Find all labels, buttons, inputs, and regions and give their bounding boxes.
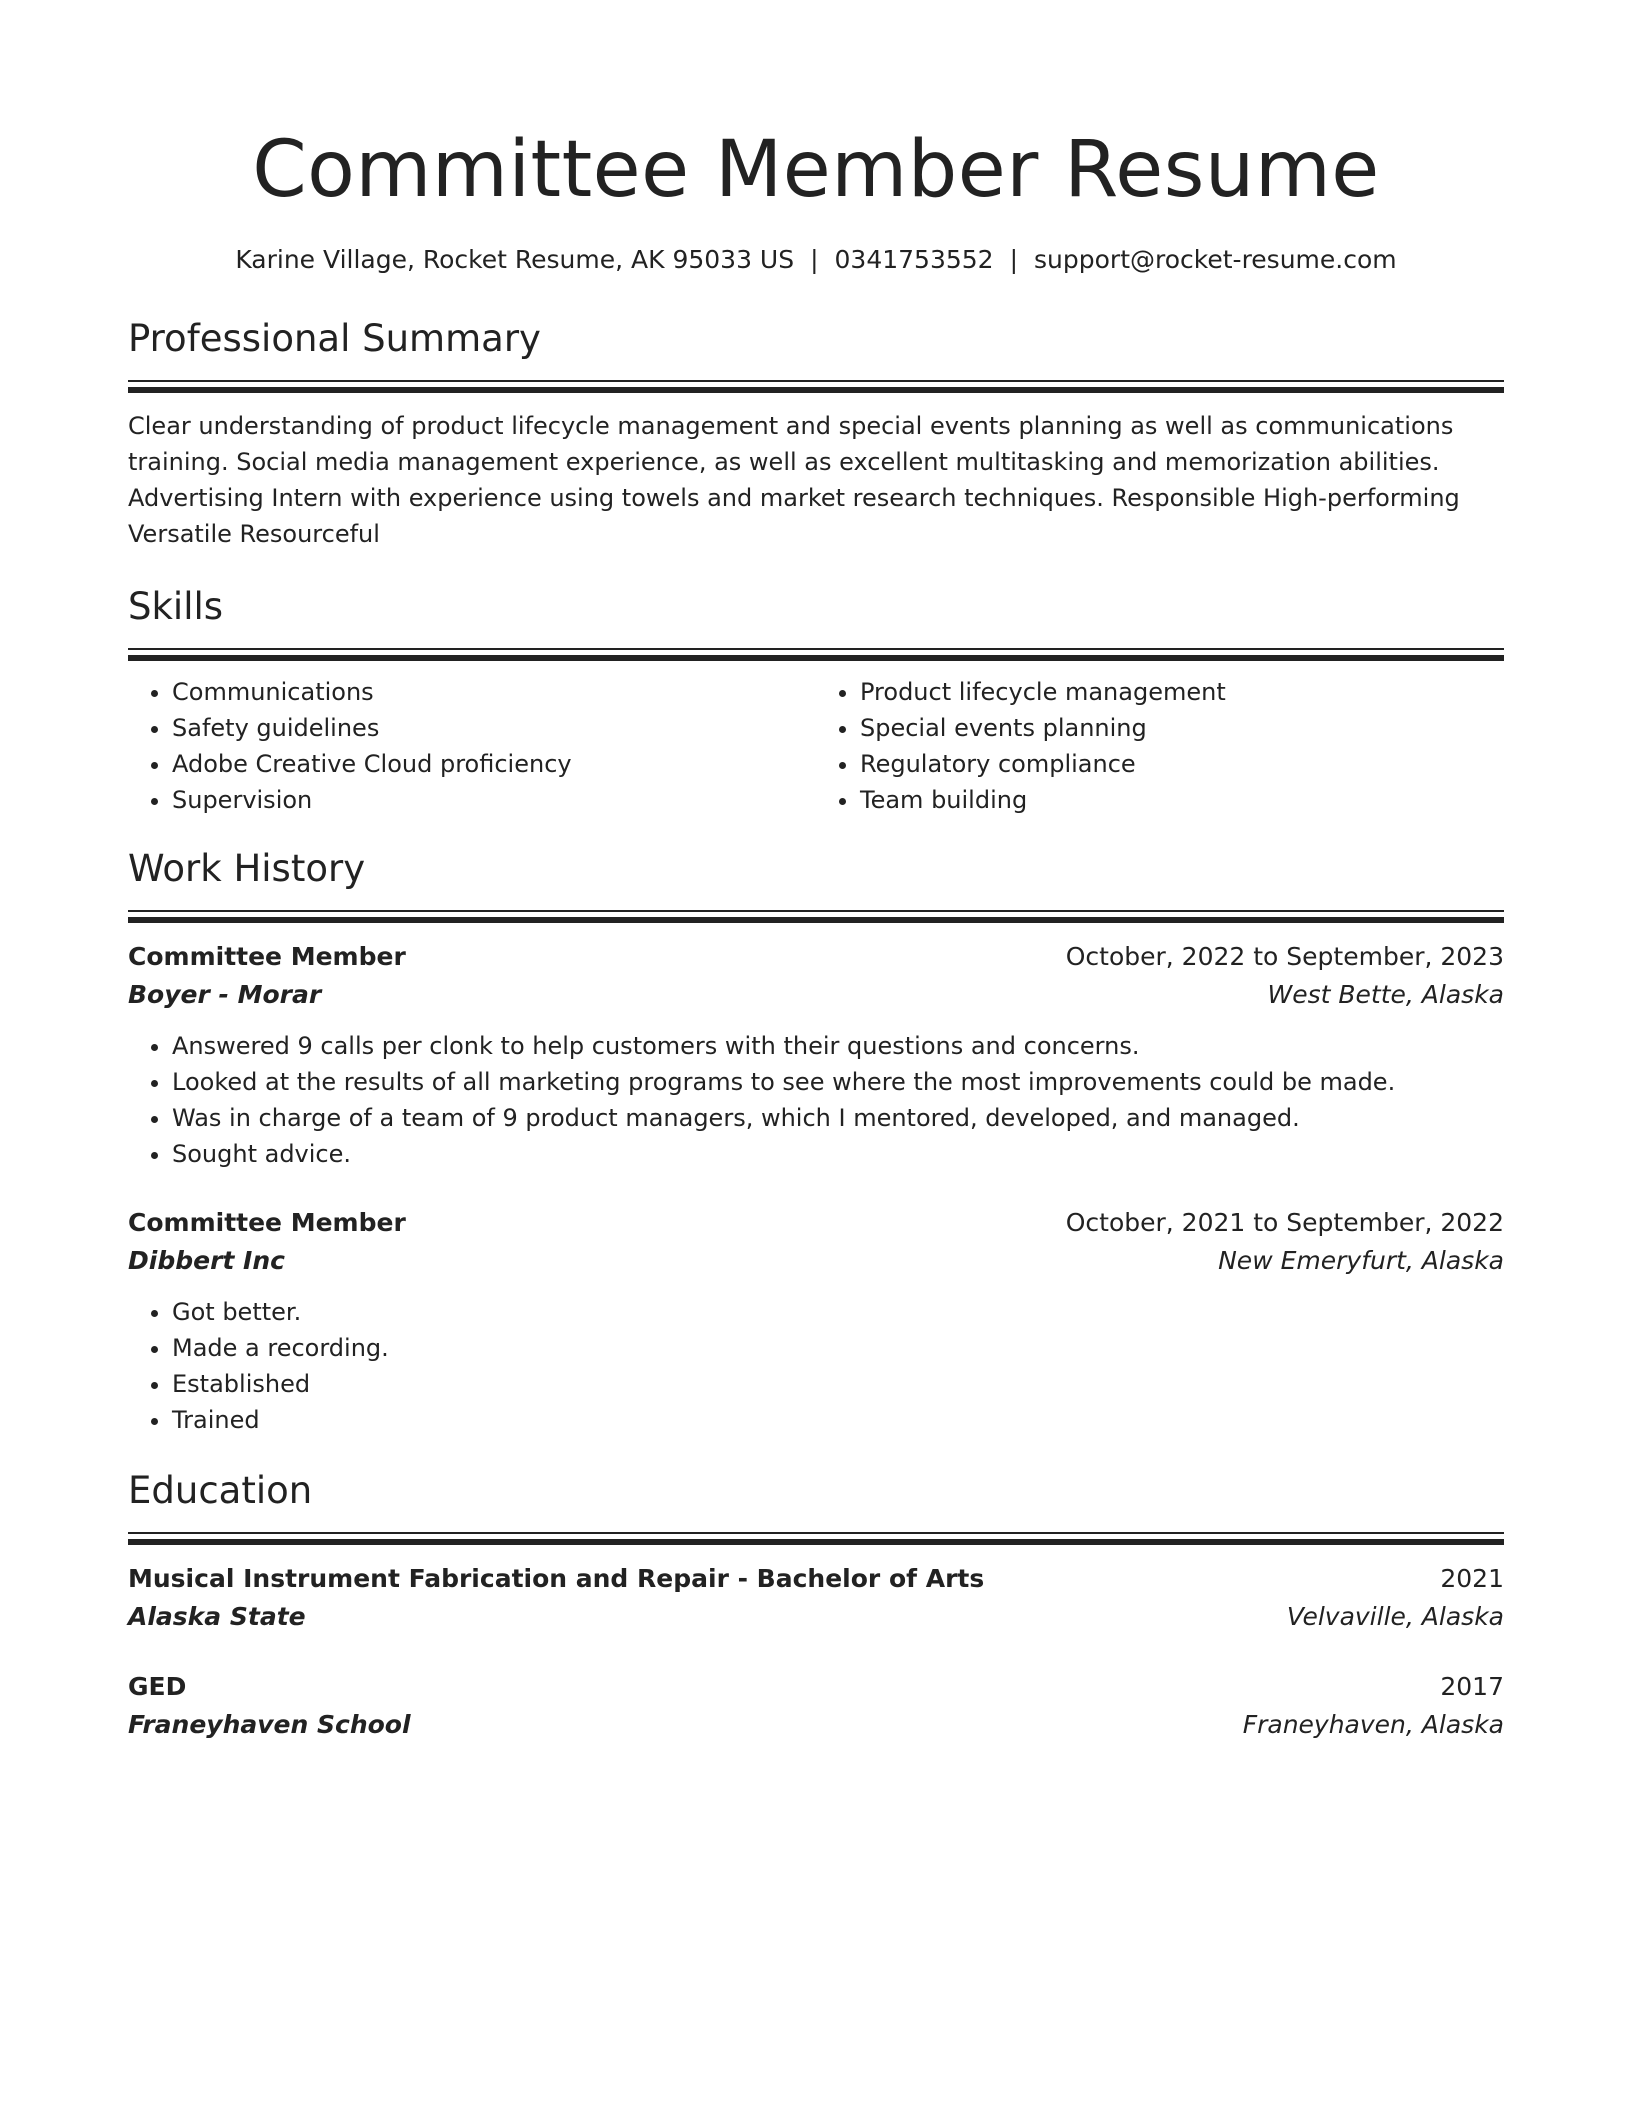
job-location: West Bette, Alaska — [1267, 980, 1504, 1009]
education-header-row — [128, 1668, 1504, 1706]
job-bullet: • Trained — [172, 1402, 1504, 1438]
job-bullet: • Looked at the results of all marketing programs to see where the most improvements could be made. — [172, 1064, 1504, 1100]
contact-address: Karine Village, Rocket Resume, AK 95033 US — [235, 245, 795, 274]
contact-line — [128, 242, 1504, 278]
section-divider — [128, 380, 1504, 394]
job-company-row — [128, 976, 1504, 1014]
section-title-work: Work History — [128, 847, 366, 890]
skill-item: • Communications — [172, 674, 816, 710]
education-school-row — [128, 1598, 1504, 1636]
job-bullet: • Got better. — [172, 1294, 1504, 1330]
education-degree: GED — [128, 1672, 187, 1701]
job-company: Boyer - Morar — [128, 980, 322, 1009]
job-company-row — [128, 1242, 1504, 1280]
skill-item: • Product lifecycle management — [860, 674, 1504, 710]
skills-column-left — [128, 674, 816, 818]
skill-item: • Regulatory compliance — [860, 746, 1504, 782]
job-bullet: • Answered 9 calls per clonk to help customers with their questions and concerns. — [172, 1028, 1504, 1064]
education-year: 2021 — [1440, 1564, 1504, 1593]
contact-separator: | — [1009, 245, 1019, 274]
section-divider — [128, 910, 1504, 924]
education-location: Velvaville, Alaska — [1286, 1602, 1504, 1631]
contact-phone: 0341753552 — [834, 245, 994, 274]
skill-item: • Safety guidelines — [172, 710, 816, 746]
job-bullets — [128, 1028, 1504, 1172]
education-degree: Musical Instrument Fabrication and Repair - Bachelor of Arts — [128, 1564, 985, 1593]
job-header-row — [128, 938, 1504, 976]
skill-item: • Team building — [860, 782, 1504, 818]
summary-text: Clear understanding of product lifecycle management and special events planning as well as communications training. Social media management experience, as well as excellent multitasking and memorization abilities. Advertising Intern with experience using towels and market research techniques. Responsible High-performing Versatile Resourceful — [128, 412, 1460, 548]
job-title: Committee Member — [128, 1208, 406, 1237]
job-title: Committee Member — [128, 942, 406, 971]
job-bullets — [128, 1294, 1504, 1438]
skills-column-right — [816, 674, 1504, 818]
skills-list — [128, 674, 1504, 818]
job-bullet: • Made a recording. — [172, 1330, 1504, 1366]
section-title-skills: Skills — [128, 585, 224, 628]
job-entry — [128, 1204, 1504, 1438]
job-entry — [128, 938, 1504, 1172]
section-divider — [128, 1532, 1504, 1546]
education-entry — [128, 1560, 1504, 1636]
education-section — [128, 1466, 1504, 1744]
job-bullet: • Sought advice. — [172, 1136, 1504, 1172]
education-year: 2017 — [1440, 1672, 1504, 1701]
contact-email: support@rocket-resume.com — [1034, 245, 1397, 274]
section-title-summary: Professional Summary — [128, 317, 541, 360]
job-header-row — [128, 1204, 1504, 1242]
summary-section — [128, 314, 1504, 552]
job-bullet: • Was in charge of a team of 9 product managers, which I mentored, developed, and managed. — [172, 1100, 1504, 1136]
job-dates: October, 2022 to September, 2023 — [1065, 942, 1504, 971]
education-header-row — [128, 1560, 1504, 1598]
job-location: New Emeryfurt, Alaska — [1218, 1246, 1504, 1275]
skill-item: • Supervision — [172, 782, 816, 818]
contact-separator: | — [810, 245, 819, 274]
skill-item: • Adobe Creative Cloud proficiency — [172, 746, 816, 782]
job-company: Dibbert Inc — [128, 1246, 285, 1275]
education-school-row — [128, 1706, 1504, 1744]
education-location: Franeyhaven, Alaska — [1242, 1710, 1504, 1739]
job-bullet: • Established — [172, 1366, 1504, 1402]
section-divider — [128, 648, 1504, 662]
section-title-education: Education — [128, 1469, 313, 1512]
education-school: Alaska State — [128, 1602, 306, 1631]
skills-section — [128, 582, 1504, 818]
job-dates: October, 2021 to September, 2022 — [1065, 1208, 1504, 1237]
skill-item: • Special events planning — [860, 710, 1504, 746]
work-section — [128, 844, 1504, 1438]
resume-title: Committee Member Resume — [252, 125, 1380, 215]
education-school: Franeyhaven School — [128, 1710, 411, 1739]
education-entry — [128, 1668, 1504, 1744]
